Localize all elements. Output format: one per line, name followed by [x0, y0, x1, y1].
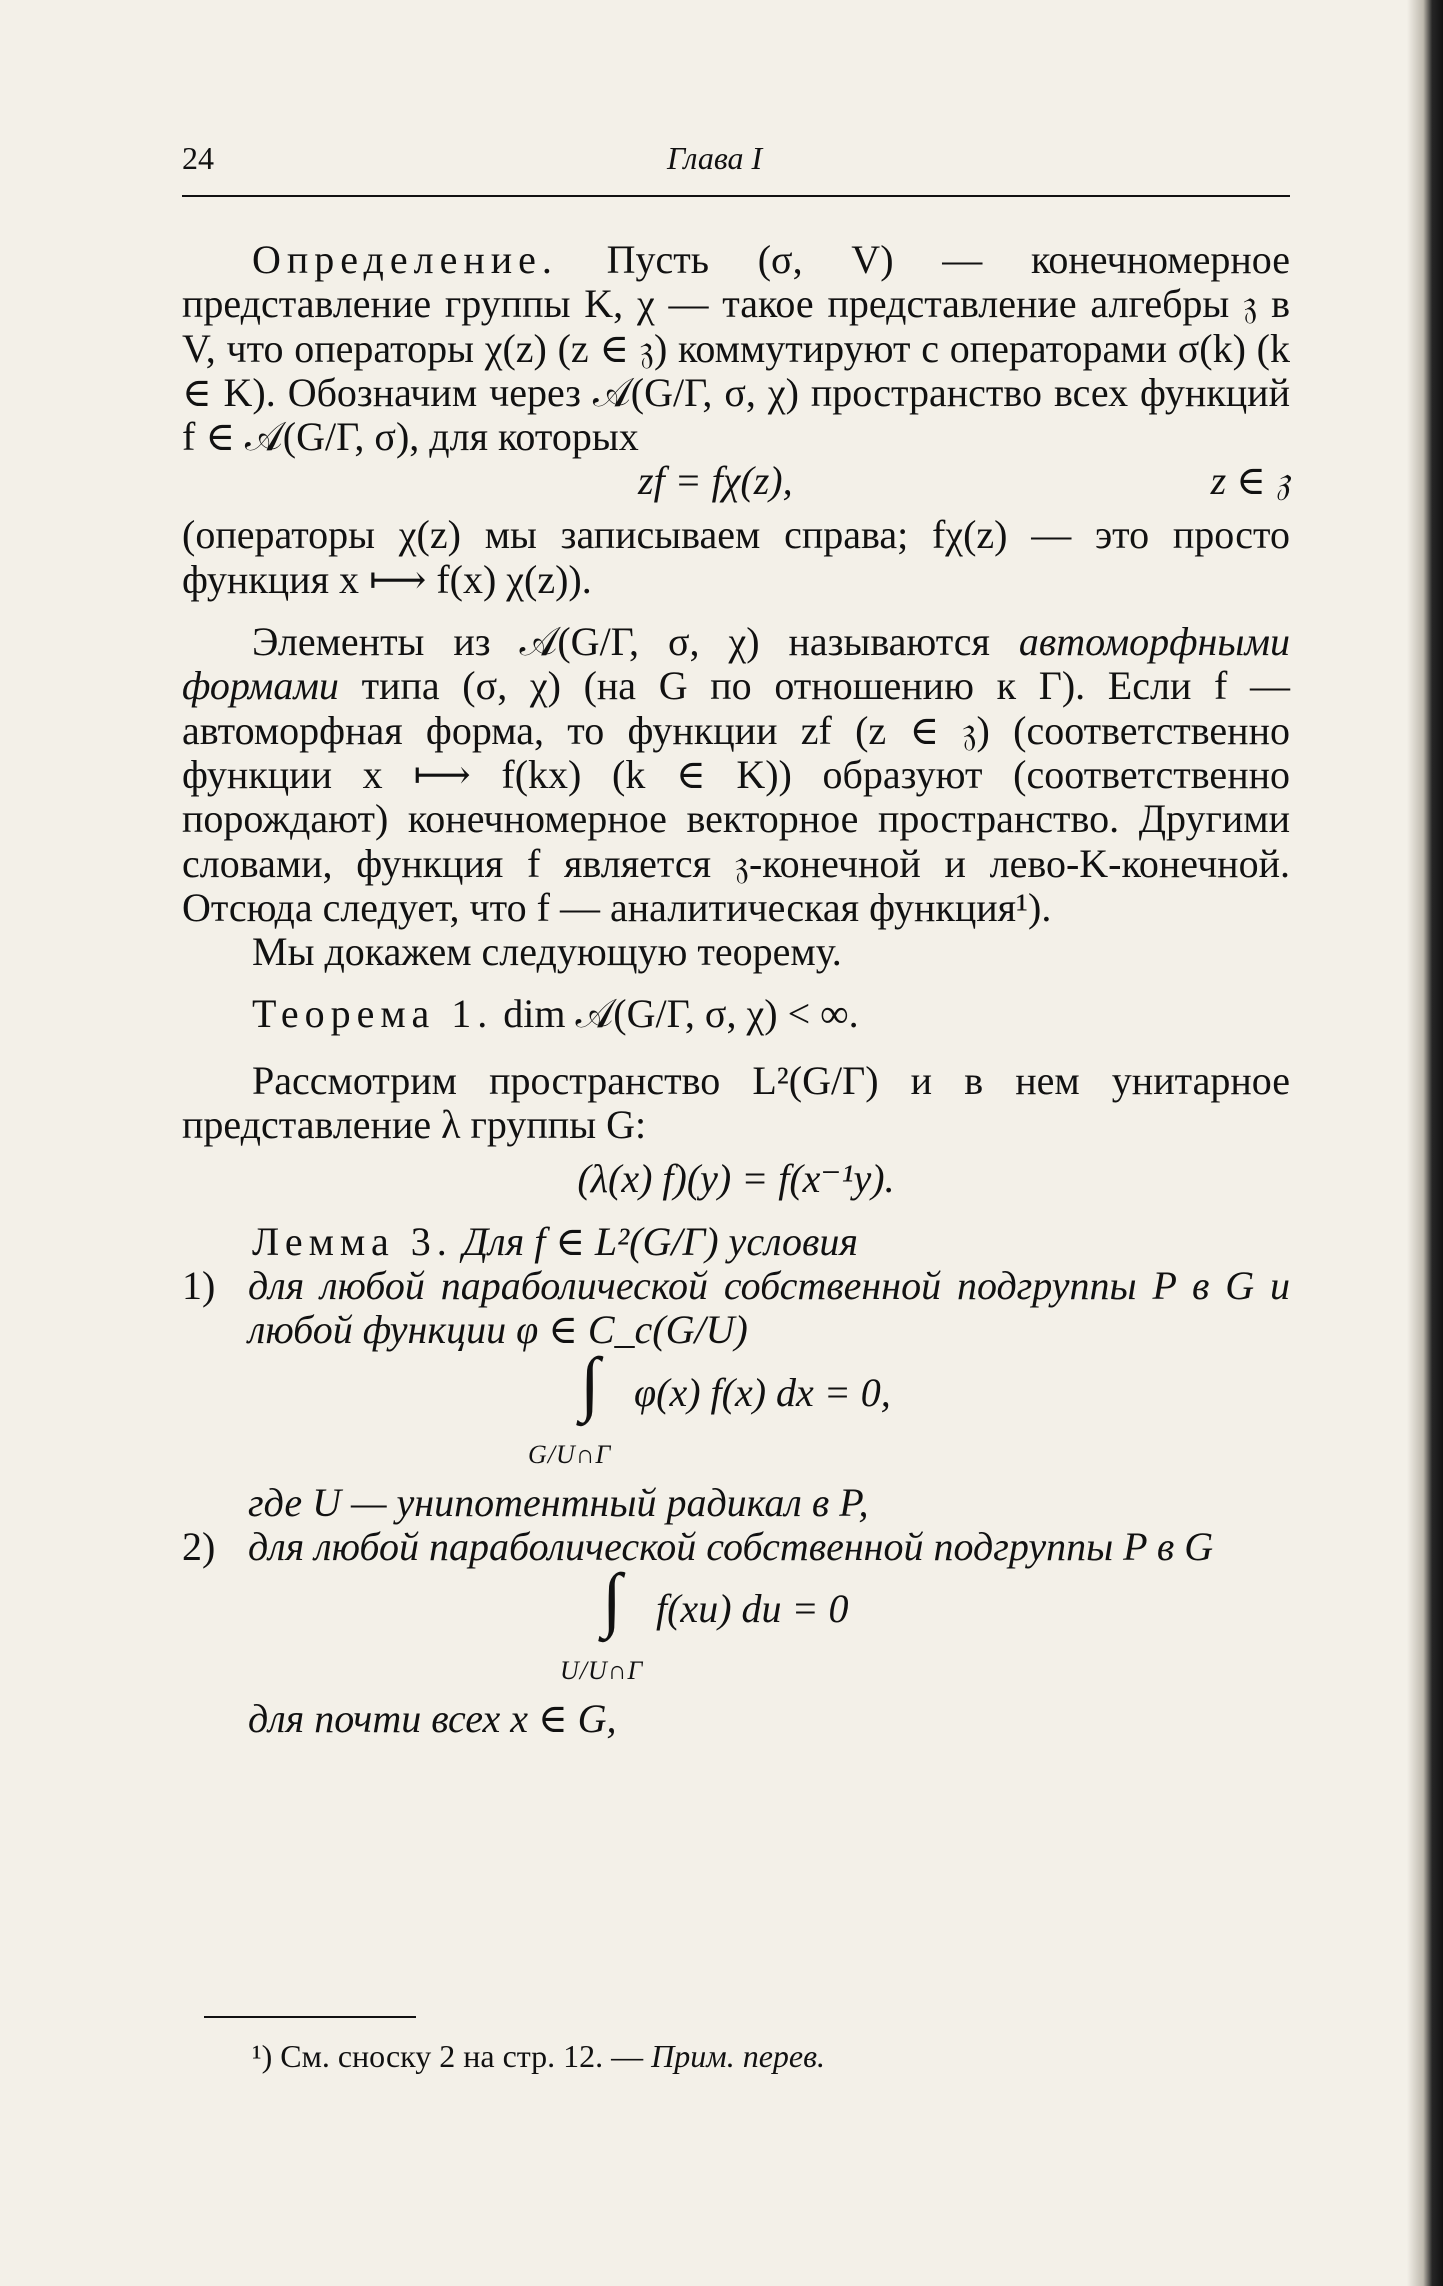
running-header — [182, 140, 1290, 180]
theorem-intro: Мы докажем следующую теорему. — [252, 929, 842, 975]
integral-1 — [182, 1342, 1290, 1471]
lemma-lead: Лемма 3. — [252, 1218, 453, 1264]
footnote-text: ¹) См. сноску 2 на стр. 12. — — [252, 2038, 652, 2074]
lemma-condition-1 — [182, 1264, 1290, 1353]
lambda-formula: (λ(x) f)(y) = f(x⁻¹y). — [577, 1156, 895, 1202]
formula-main: zf = fχ(z), — [638, 458, 793, 504]
condition-2-text: для любой параболической собственной подгруппы P в G — [248, 1523, 1214, 1569]
page-number: 24 — [182, 140, 214, 176]
theorem-1 — [182, 992, 1290, 1036]
automorphic-paragraph — [182, 620, 1290, 930]
theorem-text: dim 𝒜(G/Γ, σ, χ) < ∞. — [503, 991, 859, 1037]
condition-2-number: 2) — [182, 1523, 216, 1569]
integral-2-expression: f(xu) du = 0 — [656, 1586, 849, 1632]
para2-pre: Элементы из 𝒜(G/Γ, σ, χ) называются — [252, 619, 1019, 665]
definition-lead: Определение. — [252, 237, 558, 282]
para2-post: типа (σ, χ) (на G по отношению к Γ). Если f — автоморфная форма, то функции zf (z ∈ 𝔷) (соответственно функции x ⟼ f(kx) (k ∈ K)) образуют (соответственно порождают) конечномерное векторное пространство. Другими словами, функция f является 𝔷-конечной и лево-K-конечной. Отсюда следует, что f — аналитическая функция¹). — [182, 663, 1290, 930]
definition-paragraph — [182, 238, 1290, 459]
radical-note: где U — унипотентный радикал в P, — [248, 1479, 869, 1525]
condition-1-text: для любой параболической собственной подгруппы P в G и любой функции φ ∈ C_c(G/U) — [248, 1262, 1290, 1353]
lemma-intro: Для f ∈ L²(G/Γ) условия — [462, 1218, 858, 1264]
definition-formula — [182, 459, 1290, 503]
header-rule — [182, 195, 1290, 197]
integral-sign: ∫ — [602, 1559, 622, 1640]
footnote-rule — [204, 2016, 416, 2018]
almost-all-note: для почти всех x ∈ G, — [248, 1696, 617, 1742]
definition-after: (операторы χ(z) мы записываем справа; fχ(z) — это просто функция x ⟼ f(x) χ(z)). — [182, 512, 1290, 602]
lemma-condition-2 — [182, 1525, 1290, 1569]
footnote-note: Прим. перев. — [651, 2038, 825, 2074]
integral-sign: ∫ — [580, 1342, 600, 1423]
chapter-title: Глава I — [667, 140, 763, 176]
condition-1-number: 1) — [182, 1262, 216, 1308]
page-edge — [1407, 0, 1443, 2286]
theorem-lead: Теорема 1. — [252, 991, 494, 1037]
integral-1-expression: φ(x) f(x) dx = 0, — [634, 1369, 891, 1415]
integral-2 — [182, 1559, 1290, 1687]
footnote — [252, 2038, 825, 2075]
integral-1-limit: G/U∩Γ — [528, 1439, 612, 1469]
formula-condition: z ∈ 𝔷 — [1210, 458, 1290, 504]
page-body — [182, 238, 1290, 1741]
term-automorphic-forms: автоморфными формами — [182, 619, 1290, 709]
integral-2-limit: U/U∩Γ — [560, 1656, 644, 1686]
l2-paragraph: Рассмотрим пространство L²(G/Γ) и в нем унитарное представление λ группы G: — [182, 1057, 1290, 1148]
lemma-3 — [182, 1220, 1290, 1264]
definition-text: Пусть (σ, V) — конечномерное представление группы K, χ — такое представление алгебры 𝔷 в V, что операторы χ(z) (z ∈ 𝔷) коммутируют с операторами σ(k) (k ∈ K). Обозначим через 𝒜(G/Γ, σ, χ) пространство всех функций f ∈ 𝒜(G/Γ, σ), для которых — [182, 237, 1290, 460]
